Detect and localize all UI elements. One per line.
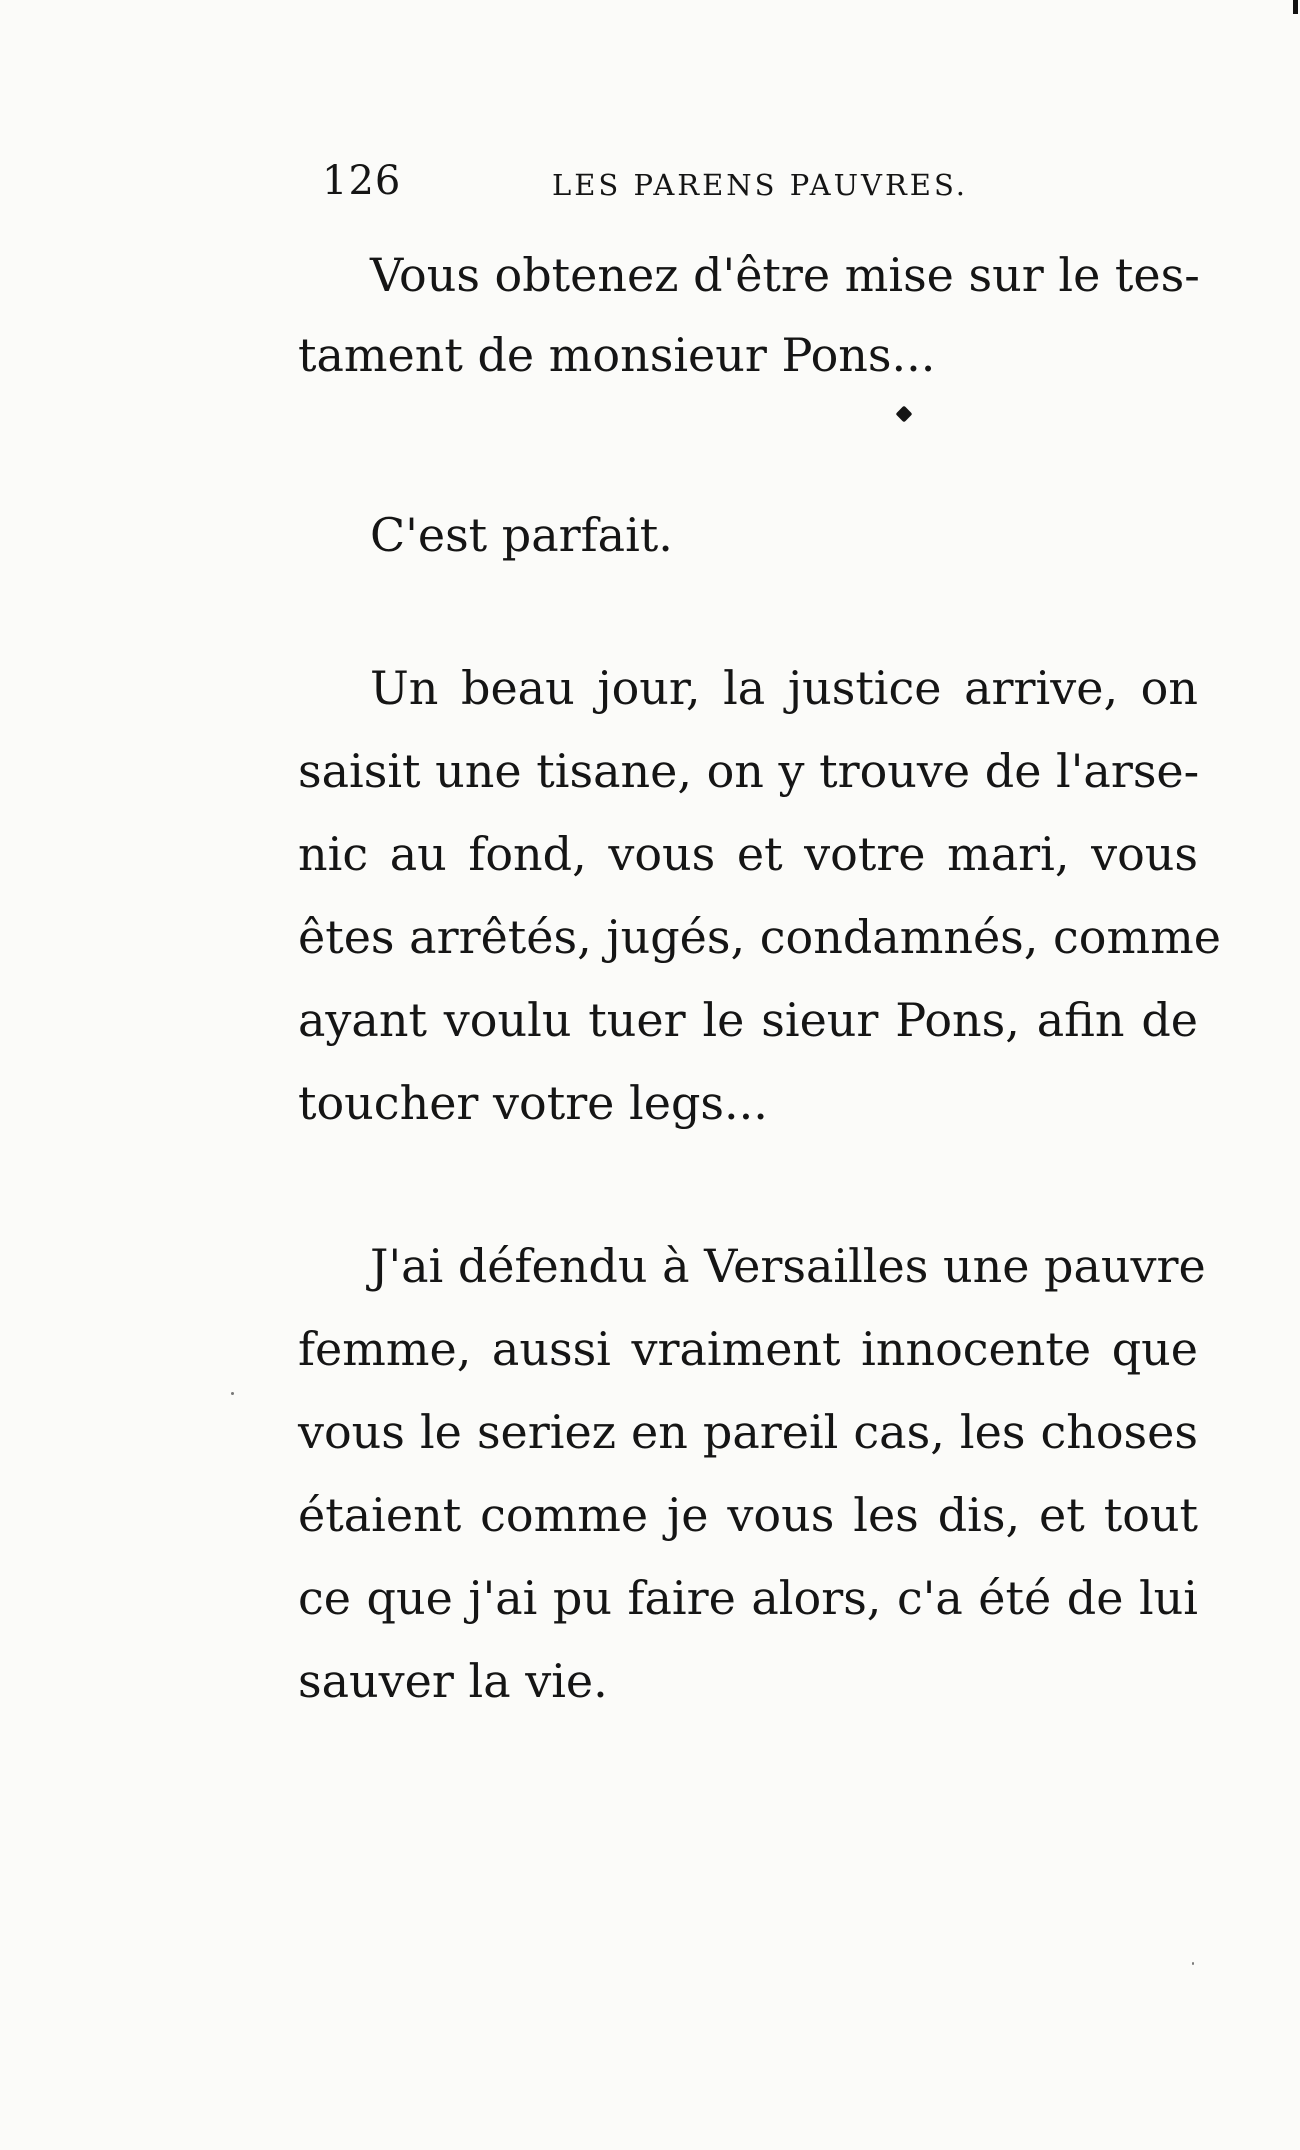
page-edge-mark (1293, 0, 1298, 14)
text-line: Vous obtenez d'être mise sur le tes- (370, 248, 1200, 302)
text-line: C'est parfait. (370, 508, 673, 562)
text-line: tament de monsieur Pons... (298, 328, 936, 382)
text-line: ce que j'ai pu faire alors, c'a été de lui (298, 1571, 1198, 1625)
text-line: êtes arrêtés, jugés, condamnés, comme (298, 910, 1221, 964)
text-line: J'ai défendu à Versailles une pauvre (370, 1239, 1206, 1293)
text-line: sauver la vie. (298, 1654, 608, 1708)
paper-speck (1192, 1962, 1194, 1965)
paper-speck (231, 1392, 234, 1395)
page-header (322, 158, 1000, 208)
text-line: vous le seriez en pareil cas, les choses (298, 1405, 1198, 1459)
text-line: Un beau jour, la justice arrive, on (370, 661, 1198, 715)
text-line: nic au fond, vous et votre mari, vous (298, 827, 1198, 881)
text-line: saisit une tisane, on y trouve de l'arse- (298, 744, 1200, 798)
running-title: LES PARENS PAUVRES. (552, 168, 969, 202)
text-line: étaient comme je vous les dis, et tout (298, 1488, 1198, 1542)
page-number: 126 (322, 158, 402, 204)
ornament-mark (896, 406, 913, 423)
text-line: femme, aussi vraiment innocente que (298, 1322, 1198, 1376)
text-line: ayant voulu tuer le sieur Pons, afin de (298, 993, 1198, 1047)
text-line: toucher votre legs... (298, 1076, 768, 1130)
